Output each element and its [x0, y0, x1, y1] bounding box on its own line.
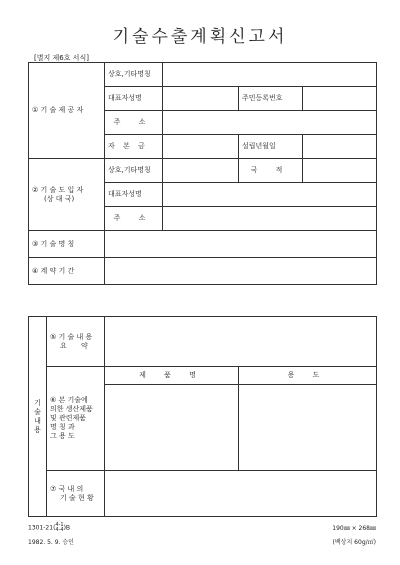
tech-summary-row — [29, 317, 377, 367]
exporter-founded-input[interactable] — [303, 135, 377, 159]
form-code-prefix: 1301-21( — [28, 524, 56, 532]
importer-section-label-line1: ② 기 술 도 입 자 — [32, 185, 84, 194]
products-label-line5: 그 용 도 — [50, 432, 75, 440]
contract-period-row — [29, 258, 377, 285]
form-code-suffix: )B — [63, 524, 71, 532]
products-label-line1: ⑥ 본 기술에 — [50, 396, 88, 404]
exporter-capital-input[interactable] — [163, 135, 239, 159]
side-char-3: 내 — [34, 416, 41, 425]
importer-rep-name-label: 대표자성명 — [105, 183, 163, 207]
form-code — [28, 523, 70, 533]
exporter-id-number-label: 주민등록번호 — [239, 87, 303, 111]
tech-summary-label-line2: 요 약 — [60, 341, 94, 350]
product-name-input[interactable] — [105, 385, 239, 471]
side-char-4: 용 — [34, 425, 41, 434]
domestic-tech-label — [47, 471, 105, 517]
importer-company-input[interactable] — [163, 159, 239, 183]
products-label-line3: 및 관련제품 — [50, 414, 87, 422]
importer-address-input[interactable] — [163, 207, 377, 231]
importer-rep-name-input[interactable] — [163, 183, 377, 207]
approval-date: 1982. 5. 9. 승인 — [28, 539, 74, 546]
exporter-rep-name-label: 대표자성명 — [105, 87, 163, 111]
products-header-row — [29, 367, 377, 385]
paper-size: 190㎜ × 268㎜ — [332, 525, 376, 532]
importer-address-label: 주 소 — [105, 207, 163, 231]
form-title: 기술수출계획신고서 — [112, 27, 288, 47]
products-label-line4: 명 칭 과 — [50, 423, 75, 431]
contract-period-label: ④ 계 약 기 간 — [29, 258, 105, 285]
exporter-capital-label: 자 본 금 — [105, 135, 163, 159]
tech-summary-input[interactable] — [105, 317, 377, 367]
exporter-address-label: 주 소 — [105, 111, 163, 135]
tech-name-input[interactable] — [105, 231, 377, 258]
tech-name-row — [29, 231, 377, 258]
importer-section-label-line2: (상 대 국) — [44, 194, 75, 203]
tech-name-label: ③ 기 술 명 칭 — [29, 231, 105, 258]
exporter-section-label: ① 기 술 제 공 자 — [29, 63, 105, 159]
tech-summary-label — [47, 317, 105, 367]
importer-company-label: 상호,기타명칭 — [105, 159, 163, 183]
exporter-company-row — [29, 63, 377, 87]
importer-company-row — [29, 159, 377, 183]
exporter-company-input[interactable] — [163, 63, 377, 87]
exporter-founded-label: 설립년월일 — [239, 135, 303, 159]
fraction-bottom: 4-4 — [55, 527, 64, 533]
exporter-company-label: 상호,기타명칭 — [105, 63, 163, 87]
usage-header: 용 도 — [239, 367, 377, 385]
form-number: [별지 제6호 서식] — [34, 54, 89, 62]
tech-content-side-label — [29, 317, 47, 517]
domestic-tech-label-line2: 기 술 현 황 — [60, 493, 94, 502]
importer-country-label: 국 적 — [239, 159, 303, 183]
importer-country-input[interactable] — [303, 159, 377, 183]
domestic-tech-label-line1: ⑦ 국 내 의 — [50, 484, 84, 493]
side-char-2: 술 — [34, 407, 41, 416]
products-label — [47, 367, 105, 471]
paper-type: (백상지 60g/㎡) — [332, 539, 376, 546]
importer-section-label — [29, 159, 105, 231]
products-label-line2: 의한 생산제품 — [50, 405, 93, 413]
side-char-1: 기 — [34, 398, 41, 407]
contract-period-input[interactable] — [105, 258, 377, 285]
tech-summary-label-line1: ⑤ 기 술 내 용 — [50, 332, 93, 341]
domestic-tech-row — [29, 471, 377, 517]
exporter-id-number-input[interactable] — [303, 87, 377, 111]
declaration-form-table — [28, 62, 377, 285]
product-name-header: 제 품 명 — [105, 367, 239, 385]
domestic-tech-input[interactable] — [105, 471, 377, 517]
tech-content-table — [28, 316, 377, 517]
exporter-rep-name-input[interactable] — [163, 87, 239, 111]
usage-input[interactable] — [239, 385, 377, 471]
exporter-address-input[interactable] — [163, 111, 377, 135]
form-code-fraction — [55, 523, 63, 533]
fraction-top: 4-1 — [55, 522, 64, 528]
